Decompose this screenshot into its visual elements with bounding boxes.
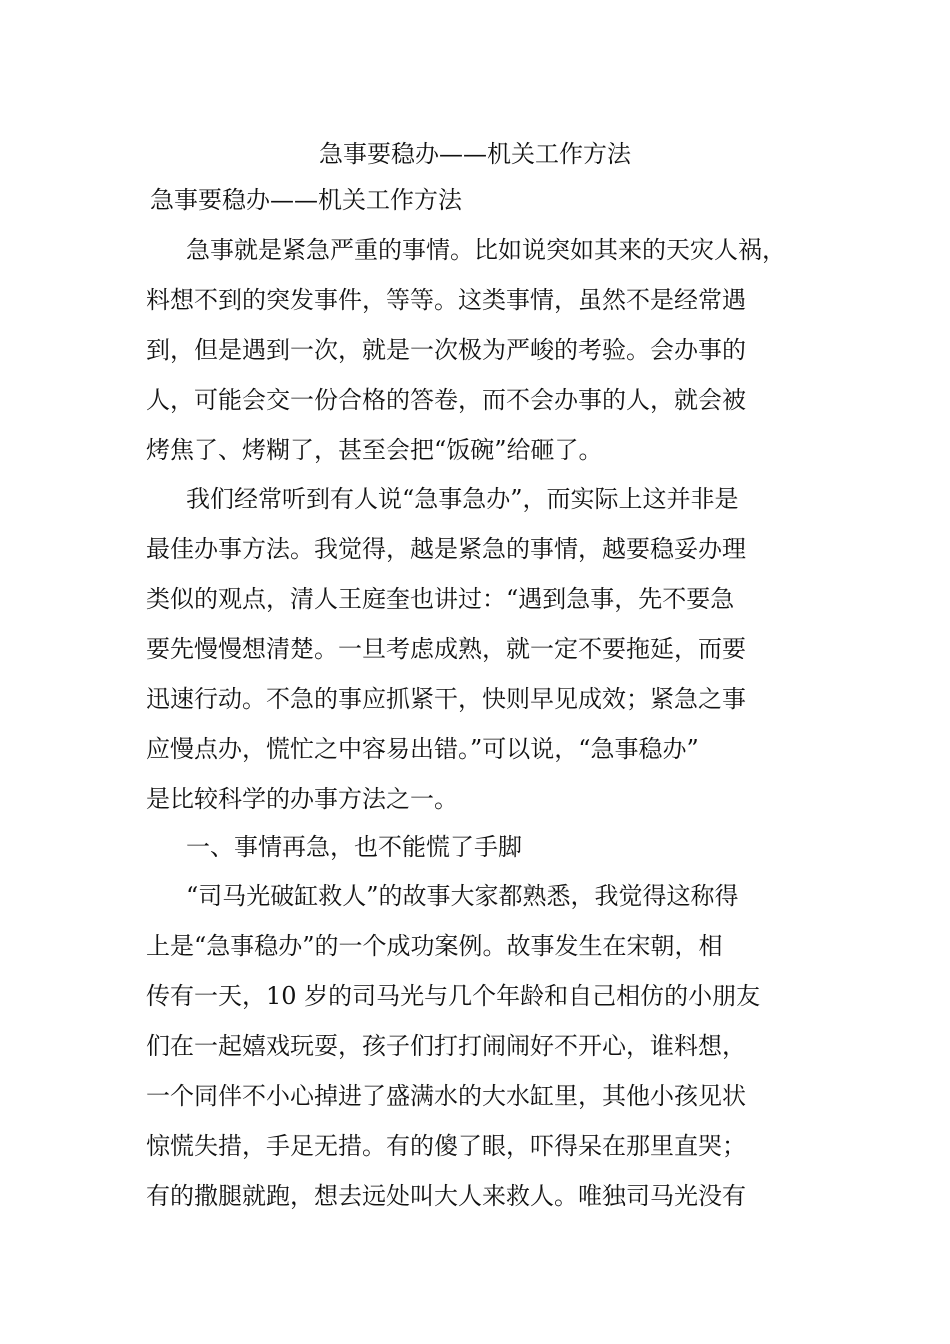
paragraph-line: 惊慌失措，手足无措。有的傻了眼，吓得呆在那里直哭； [146, 1132, 746, 1160]
paragraph-line: 料想不到的突发事件，等等。这类事情，虽然不是经常遇 [146, 286, 746, 314]
paragraph-line: 上是“急事稳办”的一个成功案例。故事发生在宋朝，相 [146, 932, 723, 960]
paragraph-line: 我们经常听到有人说“急事急办”，而实际上这并非是 [186, 485, 739, 513]
section-heading: 一、事情再急，也不能慌了手脚 [186, 833, 522, 861]
paragraph-line: 最佳办事方法。我觉得，越是紧急的事情，越要稳妥办理 [146, 535, 746, 563]
paragraph-line: 急事就是紧急严重的事情。比如说突如其来的天灾人祸， [186, 236, 786, 264]
paragraph-line: 类似的观点，清人王庭奎也讲过：“遇到急事，先不要急 [146, 585, 735, 613]
paragraph-line: 有的撒腿就跑，想去远处叫大人来救人。唯独司马光没有 [146, 1182, 746, 1210]
document-subtitle: 急事要稳办——机关工作方法 [150, 186, 462, 214]
paragraph-line: 要先慢慢想清楚。一旦考虑成熟，就一定不要拖延，而要 [146, 635, 746, 663]
paragraph-line: 传有一天，10 岁的司马光与几个年龄和自己相仿的小朋友 [146, 982, 761, 1010]
paragraph-line: 们在一起嬉戏玩耍，孩子们打打闹闹好不开心，谁料想， [146, 1032, 746, 1060]
paragraph-line: 应慢点办，慌忙之中容易出错。”可以说，“急事稳办” [146, 735, 699, 763]
paragraph-line: “司马光破缸救人”的故事大家都熟悉，我觉得这称得 [186, 882, 739, 910]
paragraph-line: 是比较科学的办事方法之一。 [146, 785, 458, 813]
paragraph-line: 人，可能会交一份合格的答卷，而不会办事的人，就会被 [146, 386, 746, 414]
paragraph-line: 迅速行动。不急的事应抓紧干，快则早见成效；紧急之事 [146, 685, 746, 713]
paragraph-line: 一个同伴不小心掉进了盛满水的大水缸里，其他小孩见状 [146, 1082, 746, 1110]
paragraph-line: 烤焦了、烤糊了，甚至会把“饭碗”给砸了。 [146, 436, 603, 464]
paragraph-line: 到，但是遇到一次，就是一次极为严峻的考验。会办事的 [146, 336, 746, 364]
document-title: 急事要稳办——机关工作方法 [319, 140, 631, 168]
